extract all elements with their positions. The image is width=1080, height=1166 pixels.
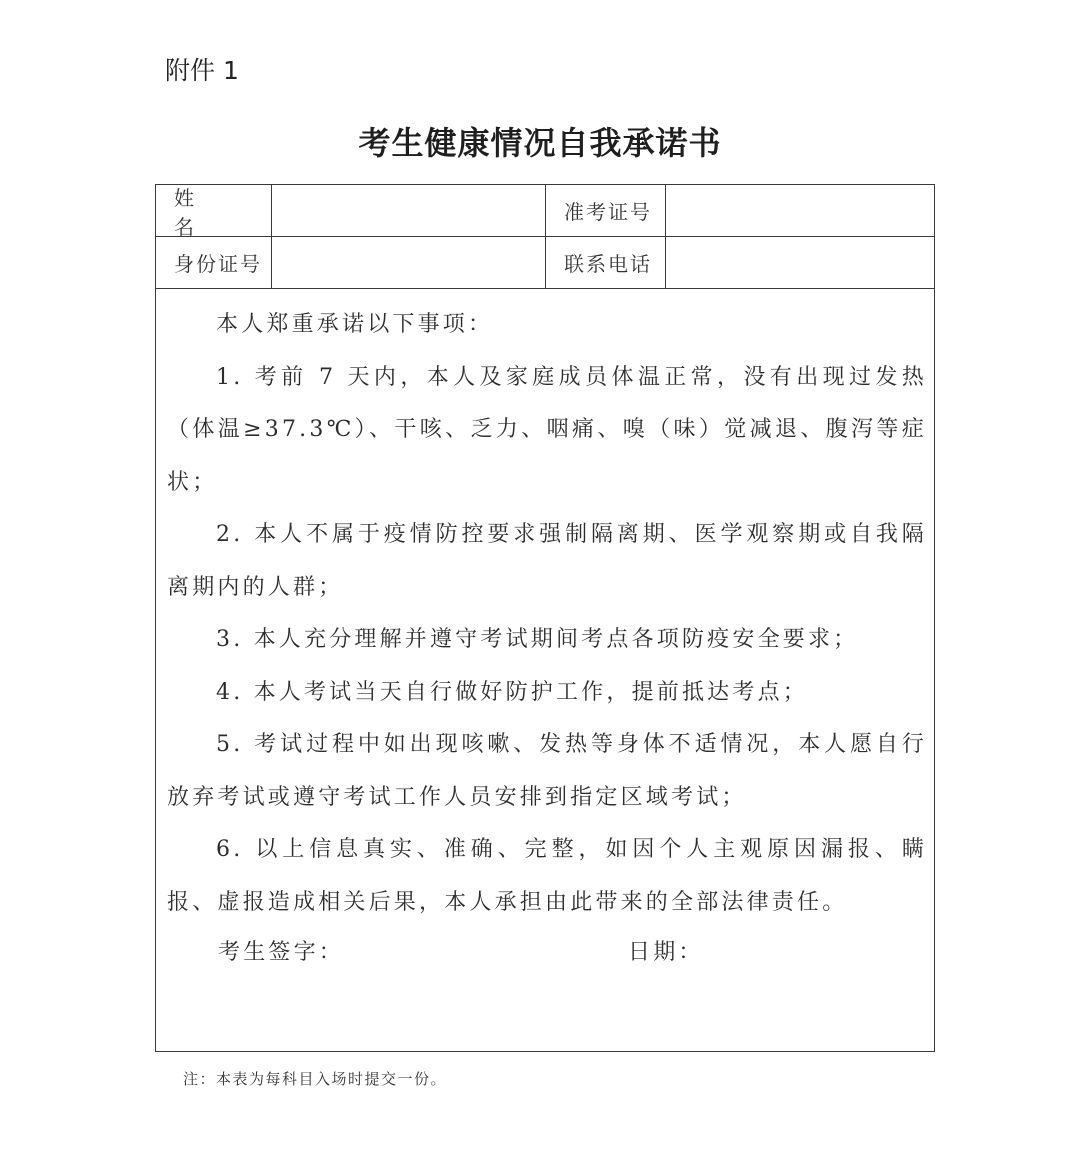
footnote: 注：本表为每科目入场时提交一份。	[183, 1070, 448, 1088]
commitment-item-5: 5. 考试过程中如出现咳嗽、发热等身体不适情况，本人愿自行放弃考试或遵守考试工作人员安排到指定区域考试；	[167, 732, 927, 810]
commitment-form	[155, 184, 935, 1052]
signature-label[interactable]: 考生签字：	[218, 940, 345, 965]
commitment-item-4: 4. 本人考试当天自行做好防护工作，提前抵达考点；	[216, 679, 808, 705]
id-card-label: 身份证号	[156, 237, 272, 288]
commitment-item-2: 2. 本人不属于疫情防控要求强制隔离期、医学观察期或自我隔离期内的人群；	[167, 522, 927, 600]
commitment-item-1: 1. 考前 7 天内，本人及家庭成员体温正常，没有出现过发热（体温≥37.3℃）、干咳、乏力、咽痛、嗅（味）觉减退、腹泻等症状；	[167, 364, 927, 495]
commitment-item-6: 6. 以上信息真实、准确、完整，如因个人主观原因漏报、瞒报、虚报造成相关后果，本人承担由此带来的全部法律责任。	[167, 837, 927, 915]
form-row-name	[156, 185, 934, 237]
form-row-id	[156, 237, 934, 289]
document-title: 考生健康情况自我承诺书	[358, 124, 722, 162]
name-label	[156, 185, 272, 239]
attachment-label: 附件 1	[165, 56, 239, 85]
phone-label: 联系电话	[546, 237, 666, 288]
name-field[interactable]	[272, 185, 546, 236]
name-label-text: 姓名	[174, 185, 238, 239]
commitment-item-3: 3. 本人充分理解并遵守考试期间考点各项防疫安全要求；	[216, 627, 859, 652]
exam-id-field[interactable]	[666, 185, 934, 236]
signature-row	[156, 935, 934, 975]
commitment-text	[167, 299, 927, 929]
date-label[interactable]: 日期：	[628, 940, 704, 965]
exam-id-label: 准考证号	[546, 185, 666, 236]
id-card-field[interactable]	[272, 237, 546, 288]
commitment-intro: 本人郑重承诺以下事项：	[216, 312, 494, 337]
phone-field[interactable]	[666, 237, 934, 288]
